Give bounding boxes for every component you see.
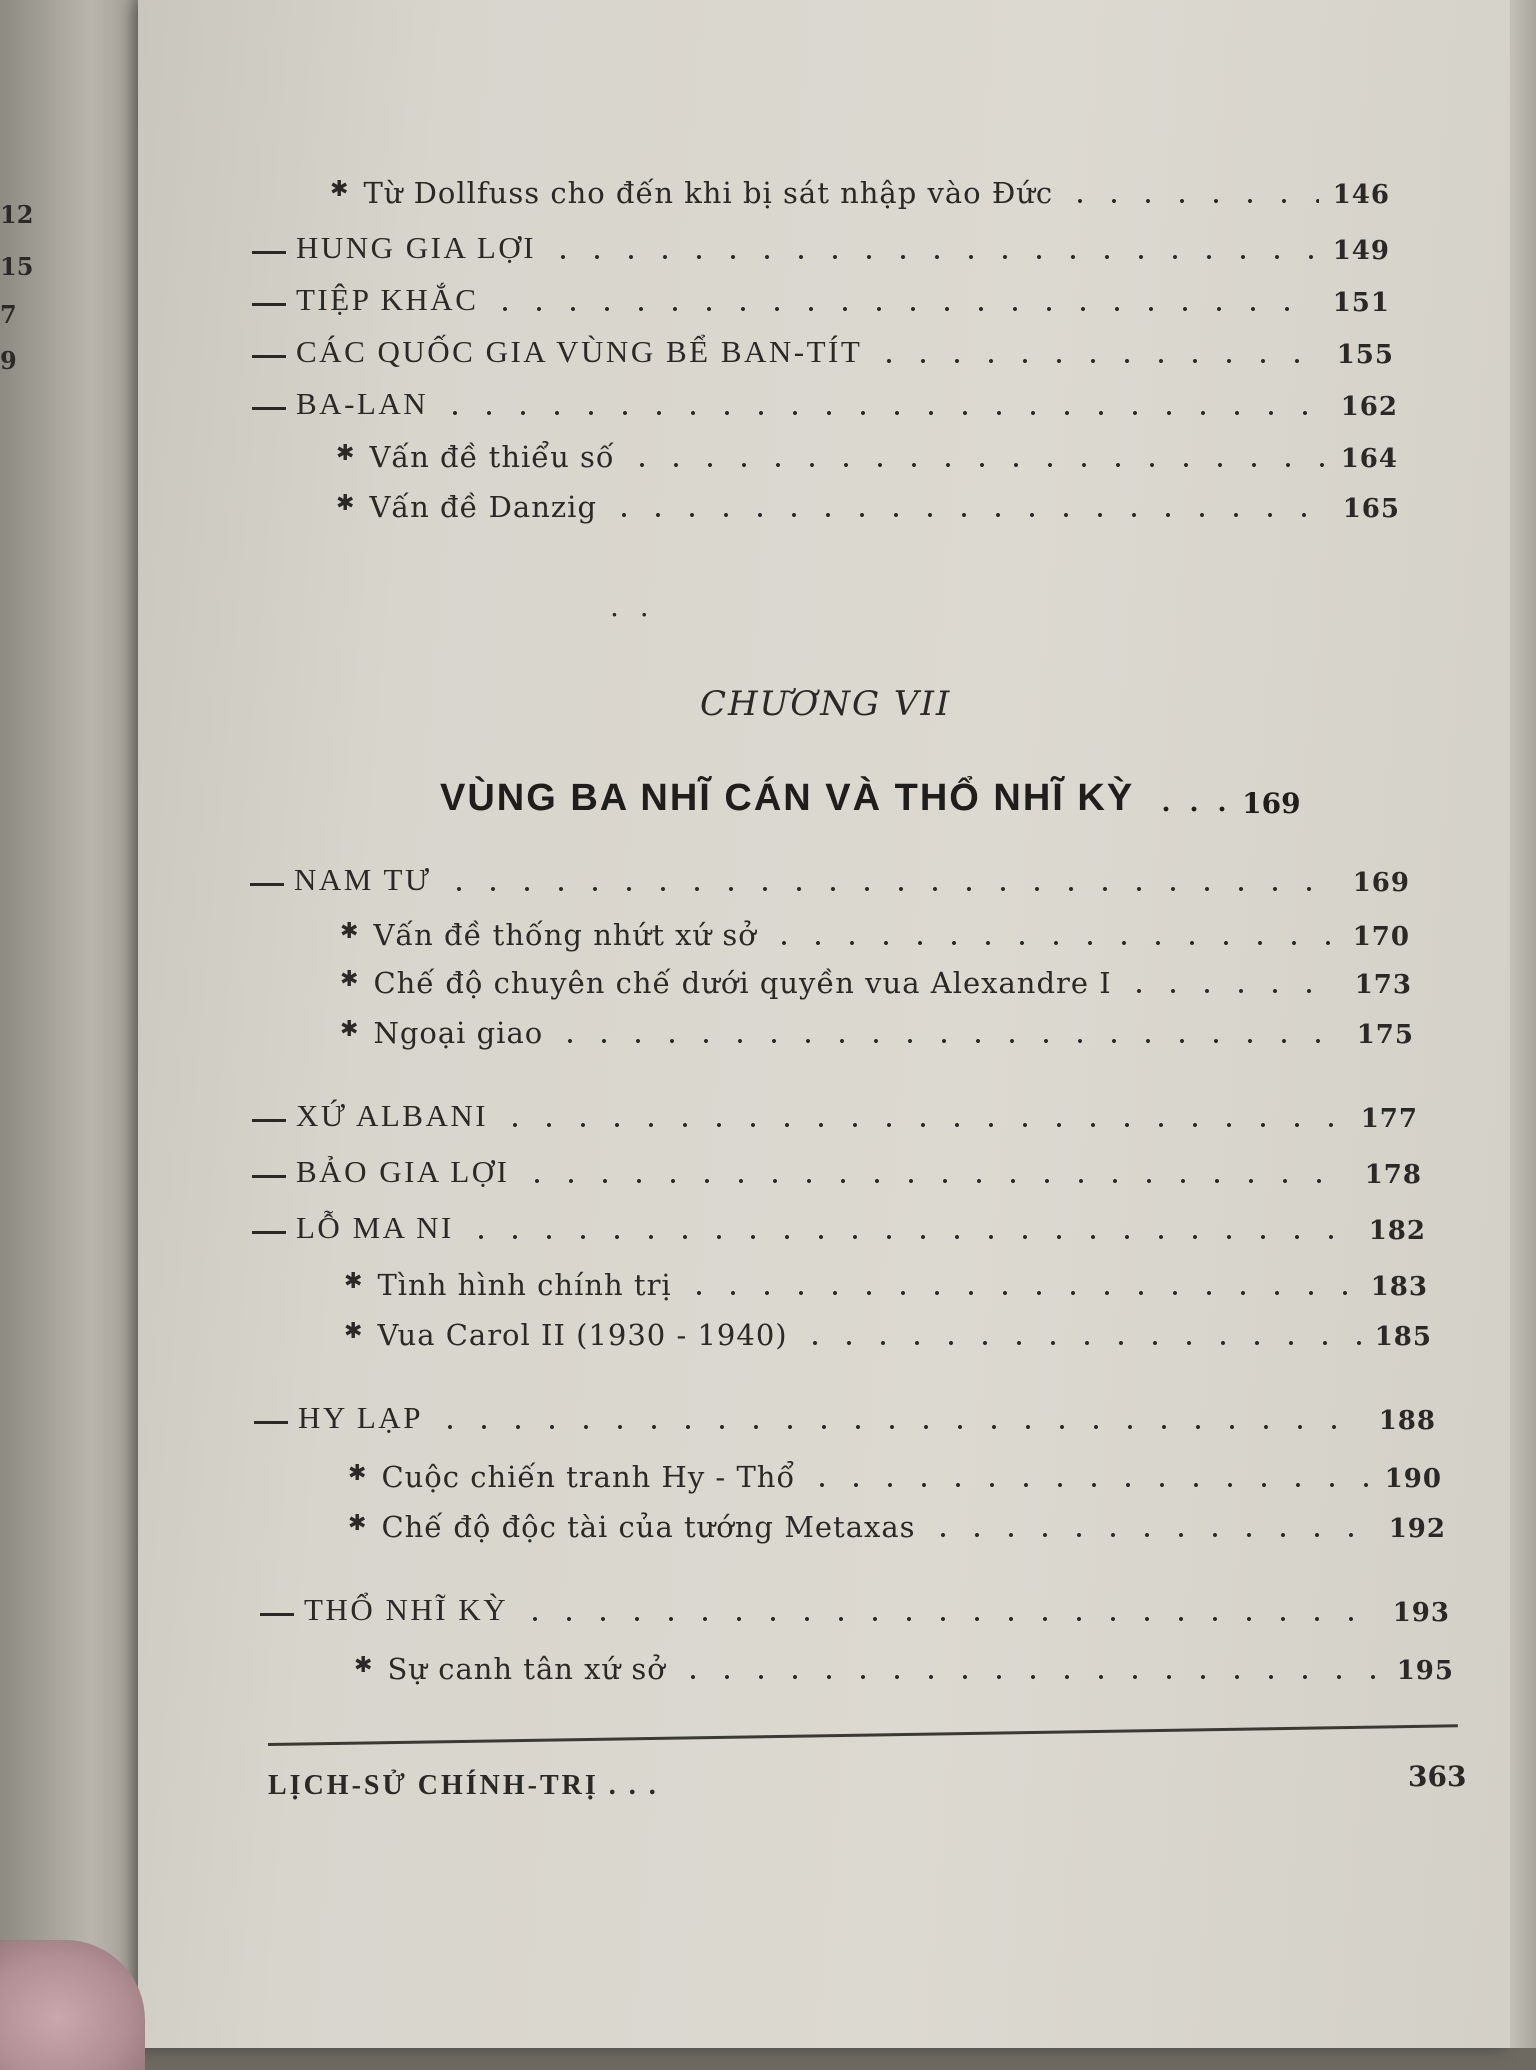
previous-page-edge (0, 0, 150, 2048)
entry-page: 195 (1396, 1656, 1454, 1686)
entry-label: XỨ ALBANI (296, 1098, 489, 1133)
dot-leader (625, 462, 1327, 468)
entry-label: THỔ NHĨ KỲ (304, 1592, 509, 1627)
dot-leader (767, 940, 1339, 946)
dash-marker (252, 355, 286, 358)
page-number: 363 (1408, 1760, 1467, 1793)
entry-label: HUNG GIA LỢI (296, 230, 537, 265)
toc-entry (252, 1206, 1426, 1246)
entry-label: Vấn đề thiểu số (369, 440, 615, 474)
toc-entry (250, 858, 1410, 898)
toc-entry (354, 1646, 1454, 1686)
toc-entry (344, 1262, 1428, 1302)
chapter-page: 169 (1242, 787, 1301, 820)
entry-page: 178 (1364, 1160, 1422, 1190)
toc-entry (344, 1312, 1432, 1352)
bullet-icon: ✱ (348, 1461, 368, 1486)
entry-label: Sự canh tân xứ sở (387, 1652, 666, 1686)
entry-page: 169 (1352, 868, 1410, 898)
entry-label: Ngoại giao (373, 1016, 544, 1050)
dot-leader (498, 1122, 1347, 1128)
entry-label: CÁC QUỐC GIA VÙNG BỂ BAN-TÍT (296, 334, 863, 369)
dot-leader (926, 1532, 1375, 1538)
entry-label: Vấn đề Danzig (369, 490, 598, 524)
dot-leader (682, 1290, 1357, 1296)
dash-marker (252, 1119, 286, 1122)
toc-entry (252, 1150, 1422, 1190)
entry-page: 183 (1370, 1272, 1428, 1302)
toc-entry (260, 1588, 1450, 1628)
bullet-icon: ✱ (354, 1653, 374, 1678)
dot-leader (798, 1340, 1361, 1346)
edge-fragment: 15 (0, 252, 34, 281)
toc-entry (336, 434, 1398, 474)
entry-label: TIỆP KHẮC (296, 282, 479, 317)
dash-marker (250, 883, 284, 886)
bullet-icon: ✱ (344, 1269, 364, 1294)
dot-leader (488, 306, 1318, 312)
edge-fragment: 9 (0, 346, 17, 375)
dot-leader (464, 1234, 1355, 1240)
entry-page: 185 (1374, 1322, 1432, 1352)
dot-leader (520, 1178, 1351, 1184)
entry-label: Tình hình chính trị (377, 1268, 672, 1302)
entry-page: 188 (1378, 1406, 1436, 1436)
edge-fragment: 7 (0, 300, 17, 329)
entry-label: Từ Dollfuss cho đến khi bị sát nhập vào Đức (363, 176, 1054, 210)
bullet-icon: ✱ (348, 1511, 368, 1536)
chapter-label: CHƯƠNG VII (700, 684, 952, 724)
toc-entry (252, 382, 1398, 422)
toc-entry (340, 912, 1410, 952)
dot-leader (607, 512, 1329, 518)
entry-page: 164 (1340, 444, 1398, 474)
dash-marker (260, 1613, 294, 1616)
entry-label: LỖ MA NI (296, 1210, 454, 1245)
bullet-icon: ✱ (340, 919, 360, 944)
entry-label: BA-LAN (296, 386, 429, 421)
toc-entry (348, 1454, 1442, 1494)
entry-label: Chế độ chuyên chế dưới quyền vua Alexandre I (373, 966, 1112, 1000)
dot-leader (1122, 988, 1341, 994)
entry-page: 162 (1340, 392, 1398, 422)
toc-entry (252, 330, 1394, 370)
dot-leader (676, 1674, 1383, 1680)
entry-label: BẢO GIA LỢI (296, 1154, 510, 1189)
entry-page: 151 (1332, 288, 1390, 318)
entry-label: Vua Carol II (1930 - 1940) (377, 1318, 788, 1352)
entry-label: HY LẠP (298, 1400, 423, 1435)
entry-page: 177 (1360, 1104, 1418, 1134)
dot-leader (805, 1482, 1371, 1488)
bullet-icon: ✱ (336, 441, 356, 466)
dot-leader (1063, 198, 1319, 204)
entry-page: 193 (1392, 1598, 1450, 1628)
dot-leader (442, 886, 1339, 892)
toc-entry (252, 226, 1390, 266)
dot-leader (872, 358, 1322, 364)
entry-label: Chế độ độc tài của tướng Metaxas (381, 1510, 916, 1544)
toc-entry (336, 484, 1400, 524)
entry-page: 175 (1356, 1020, 1414, 1050)
dash-marker (252, 1231, 286, 1234)
toc-entry (348, 1504, 1446, 1544)
dot-leader (553, 1038, 1343, 1044)
dash-marker (252, 1175, 286, 1178)
entry-page: 165 (1342, 494, 1400, 524)
bullet-icon: ✱ (336, 491, 356, 516)
chapter-title-entry (440, 770, 1420, 820)
chapter-title: VÙNG BA NHĨ CÁN VÀ THỔ NHĨ KỲ (440, 777, 1135, 819)
dash-marker (252, 303, 286, 306)
toc-entry (340, 960, 1412, 1000)
entry-page: 149 (1332, 236, 1390, 266)
entry-page: 192 (1388, 1514, 1446, 1544)
bullet-icon: ✱ (330, 177, 350, 202)
entry-label: Cuộc chiến tranh Hy - Thổ (381, 1460, 796, 1494)
toc-entry (340, 1010, 1414, 1050)
edge-fragment: 12 (0, 200, 34, 229)
section-separator: . . (610, 590, 655, 623)
bullet-icon: ✱ (340, 967, 360, 992)
page-right-edge (1510, 0, 1536, 2048)
dot-leader (518, 1616, 1379, 1622)
running-footer-title: LỊCH-SỬ CHÍNH-TRỊ . . . (268, 1770, 659, 1801)
bullet-icon: ✱ (340, 1017, 360, 1042)
entry-page: 155 (1336, 340, 1394, 370)
entry-label: NAM TƯ (294, 862, 432, 897)
entry-page: 146 (1332, 180, 1390, 210)
entry-page: 182 (1368, 1216, 1426, 1246)
entry-page: 170 (1352, 922, 1410, 952)
dot-leader (546, 254, 1319, 260)
dot-leader (1152, 806, 1232, 812)
dot-leader (433, 1424, 1365, 1430)
dash-marker (252, 251, 286, 254)
bullet-icon: ✱ (344, 1319, 364, 1344)
dash-marker (252, 407, 286, 410)
toc-entry (330, 170, 1390, 210)
entry-label: Vấn đề thống nhứt xứ sở (373, 918, 757, 952)
entry-page: 173 (1354, 970, 1412, 1000)
toc-entry (252, 278, 1390, 318)
dot-leader (438, 410, 1327, 416)
toc-entry (254, 1396, 1436, 1436)
toc-entry (252, 1094, 1418, 1134)
dash-marker (254, 1421, 288, 1424)
entry-page: 190 (1384, 1464, 1442, 1494)
